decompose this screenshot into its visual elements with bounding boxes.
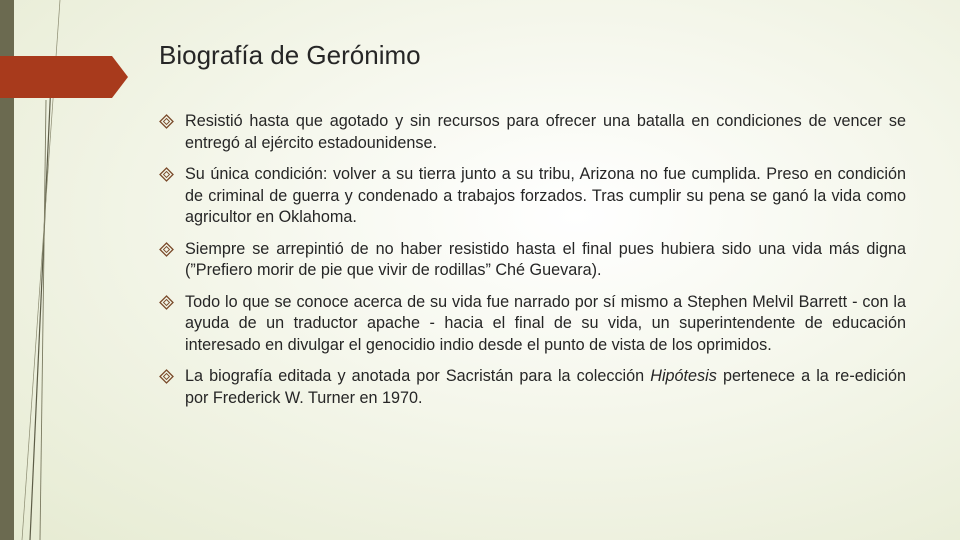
diamond-outline-icon	[159, 242, 174, 257]
bullet-item-4	[159, 292, 906, 357]
bullet-item-1	[159, 111, 906, 154]
deco-line-2	[40, 100, 46, 540]
diamond-outline-icon	[159, 295, 174, 310]
bullet-text-3: Siempre se arrepintió de no haber resistido hasta el final pues hubiera sido una vida más digna (”Prefiero morir de pie que vivir de rodillas” Ché Guevara).	[185, 239, 906, 279]
bullet-text-5-before: La biografía editada y anotada por Sacristán para la colección	[185, 367, 651, 385]
bullet-item-2	[159, 164, 906, 229]
diamond-outline-icon	[159, 167, 174, 182]
bullet-list	[159, 111, 906, 419]
title-accent-tab	[0, 56, 128, 98]
diamond-outline-icon	[159, 114, 174, 129]
accent-tab-shape	[0, 56, 128, 98]
bullet-text-5-italic: Hipótesis	[650, 367, 717, 385]
bullet-item-3	[159, 239, 906, 282]
bullet-text-5-after: pertenece a la re-edición por Frederick W. Turner en 1970.	[185, 367, 907, 407]
slide-title: Biografía de Gerónimo	[159, 40, 421, 70]
bullet-text-4: Todo lo que se conoce acerca de su vida fue narrado por sí mismo a Stephen Melvil Barrett - con la ayuda de un traductor apache - hacia el final de su vida, un superintendente de educación interesado en divulgar el genocidio indio desde el punto de vista de los oprimidos.	[185, 292, 906, 354]
diamond-outline-icon	[159, 369, 174, 384]
bullet-text-1: Resistió hasta que agotado y sin recursos para ofrecer una batalla en condiciones de vencer se entregó al ejército estadounidense.	[185, 112, 906, 152]
bullet-text-2: Su única condición: volver a su tierra junto a su tribu, Arizona no fue cumplida. Preso en condición de criminal de guerra y condenado a trabajos forzados. Tras cumplir su pena se ganó la vida como agricultor en Oklahoma.	[185, 165, 906, 226]
bullet-item-5	[159, 366, 906, 409]
